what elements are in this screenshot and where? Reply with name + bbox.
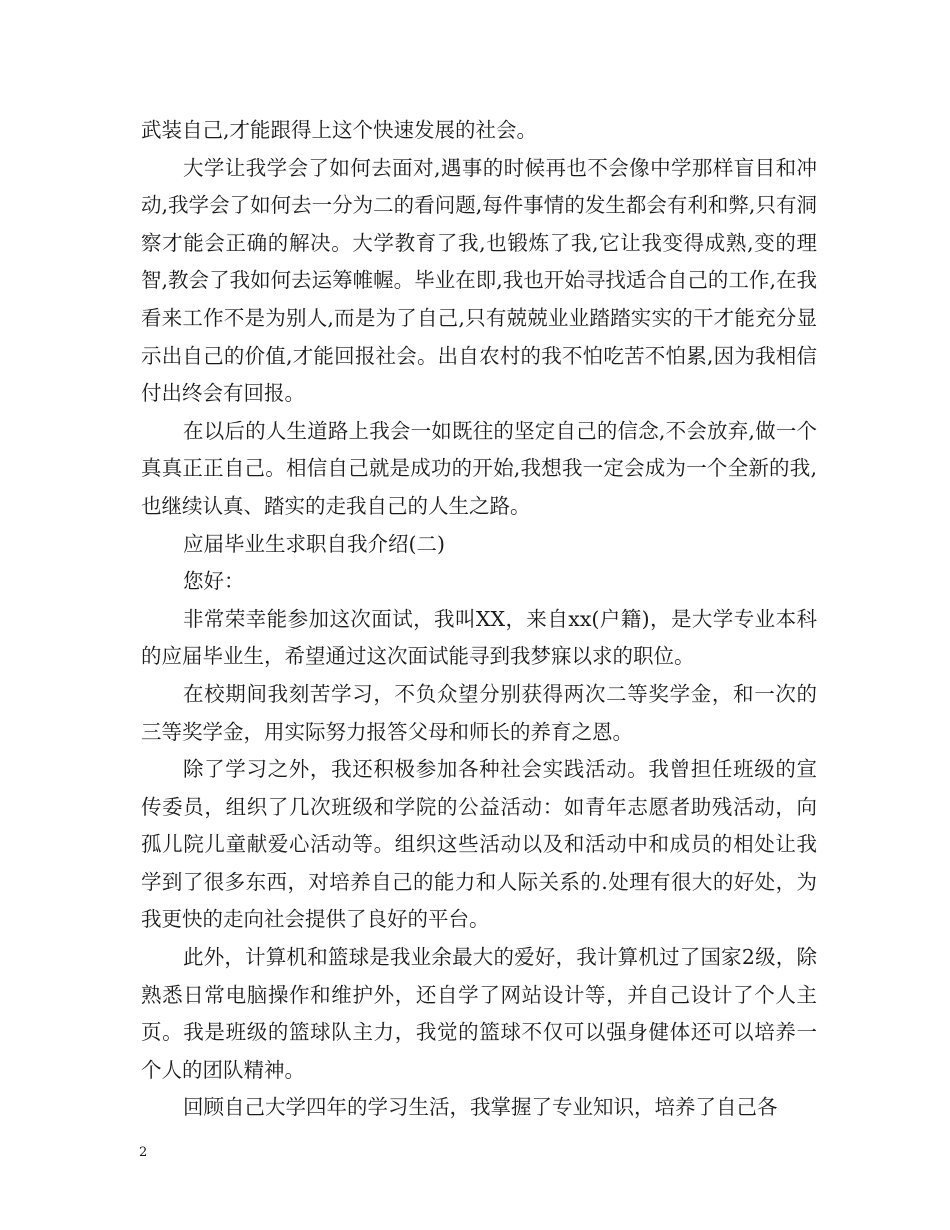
paragraph-7: 在校期间我刻苦学习，不负众望分别获得两次二等奖学金，和一次的三等奖学金，用实际努力报答父母和师长的养育之恩。 — [141, 681, 817, 744]
paragraph-8: 除了学习之外，我还积极参加各种社会实践活动。我曾担任班级的宣传委员，组织了几次班级和学院的公益活动：如青年志愿者助残活动，向孤儿院儿童献爱心活动等。组织这些活动以及和活动中和成员的相处让我学到了很多东西，对培养自己的能力和人际关系的.处理有很大的好处，为我更快的走向社会提供了良好的平台。 — [141, 757, 817, 932]
paragraph-2: 大学让我学会了如何去面对,遇事的时候再也不会像中学那样盲目和冲动,我学会了如何去一分为二的看问题,每件事情的发生都会有利和弊,只有洞察才能会正确的解决。大学教育了我,也锻炼了我,它让我变得成熟,变的理智,教会了我如何去运筹帷幄。毕业在即,我也开始寻找适合自己的工作,在我看来工作不是为别人,而是为了自己,只有兢兢业业踏踏实实的干才能充分显示出自己的价值,才能回报社会。出自农村的我不怕吃苦不怕累,因为我相信付出终会有回报。 — [141, 155, 817, 406]
paragraph-9: 此外，计算机和篮球是我业余最大的爱好，我计算机过了国家2级，除熟悉日常电脑操作和维护外，还自学了网站设计等，并自己设计了个人主页。我是班级的篮球队主力，我觉的篮球不仅可以强身健体还可以培养一个人的团队精神。 — [141, 945, 817, 1082]
paragraph-1: 武装自己,才能跟得上这个快速发展的社会。 — [141, 118, 538, 142]
paragraph-6: 非常荣幸能参加这次面试，我叫XX，来自xx(户籍)，是大学专业本科的应届毕业生，希望通过这次面试能寻到我梦寐以求的职位。 — [141, 606, 817, 669]
salutation: 您好： — [183, 569, 245, 594]
paragraph-10: 回顾自己大学四年的学习生活，我掌握了专业知识，培养了自己各 — [183, 1095, 778, 1120]
paragraph-3: 在以后的人生道路上我会一如既往的坚定自己的信念,不会放弃,做一个真真正正自己。相信自己就是成功的开始,我想我一定会成为一个全新的我,也继续认真、踏实的走我自己的人生之路。 — [141, 418, 817, 518]
page-number: 2 — [139, 1145, 148, 1160]
section-heading: 应届毕业生求职自我介绍(二) — [183, 531, 445, 556]
body-text — [141, 112, 817, 1127]
